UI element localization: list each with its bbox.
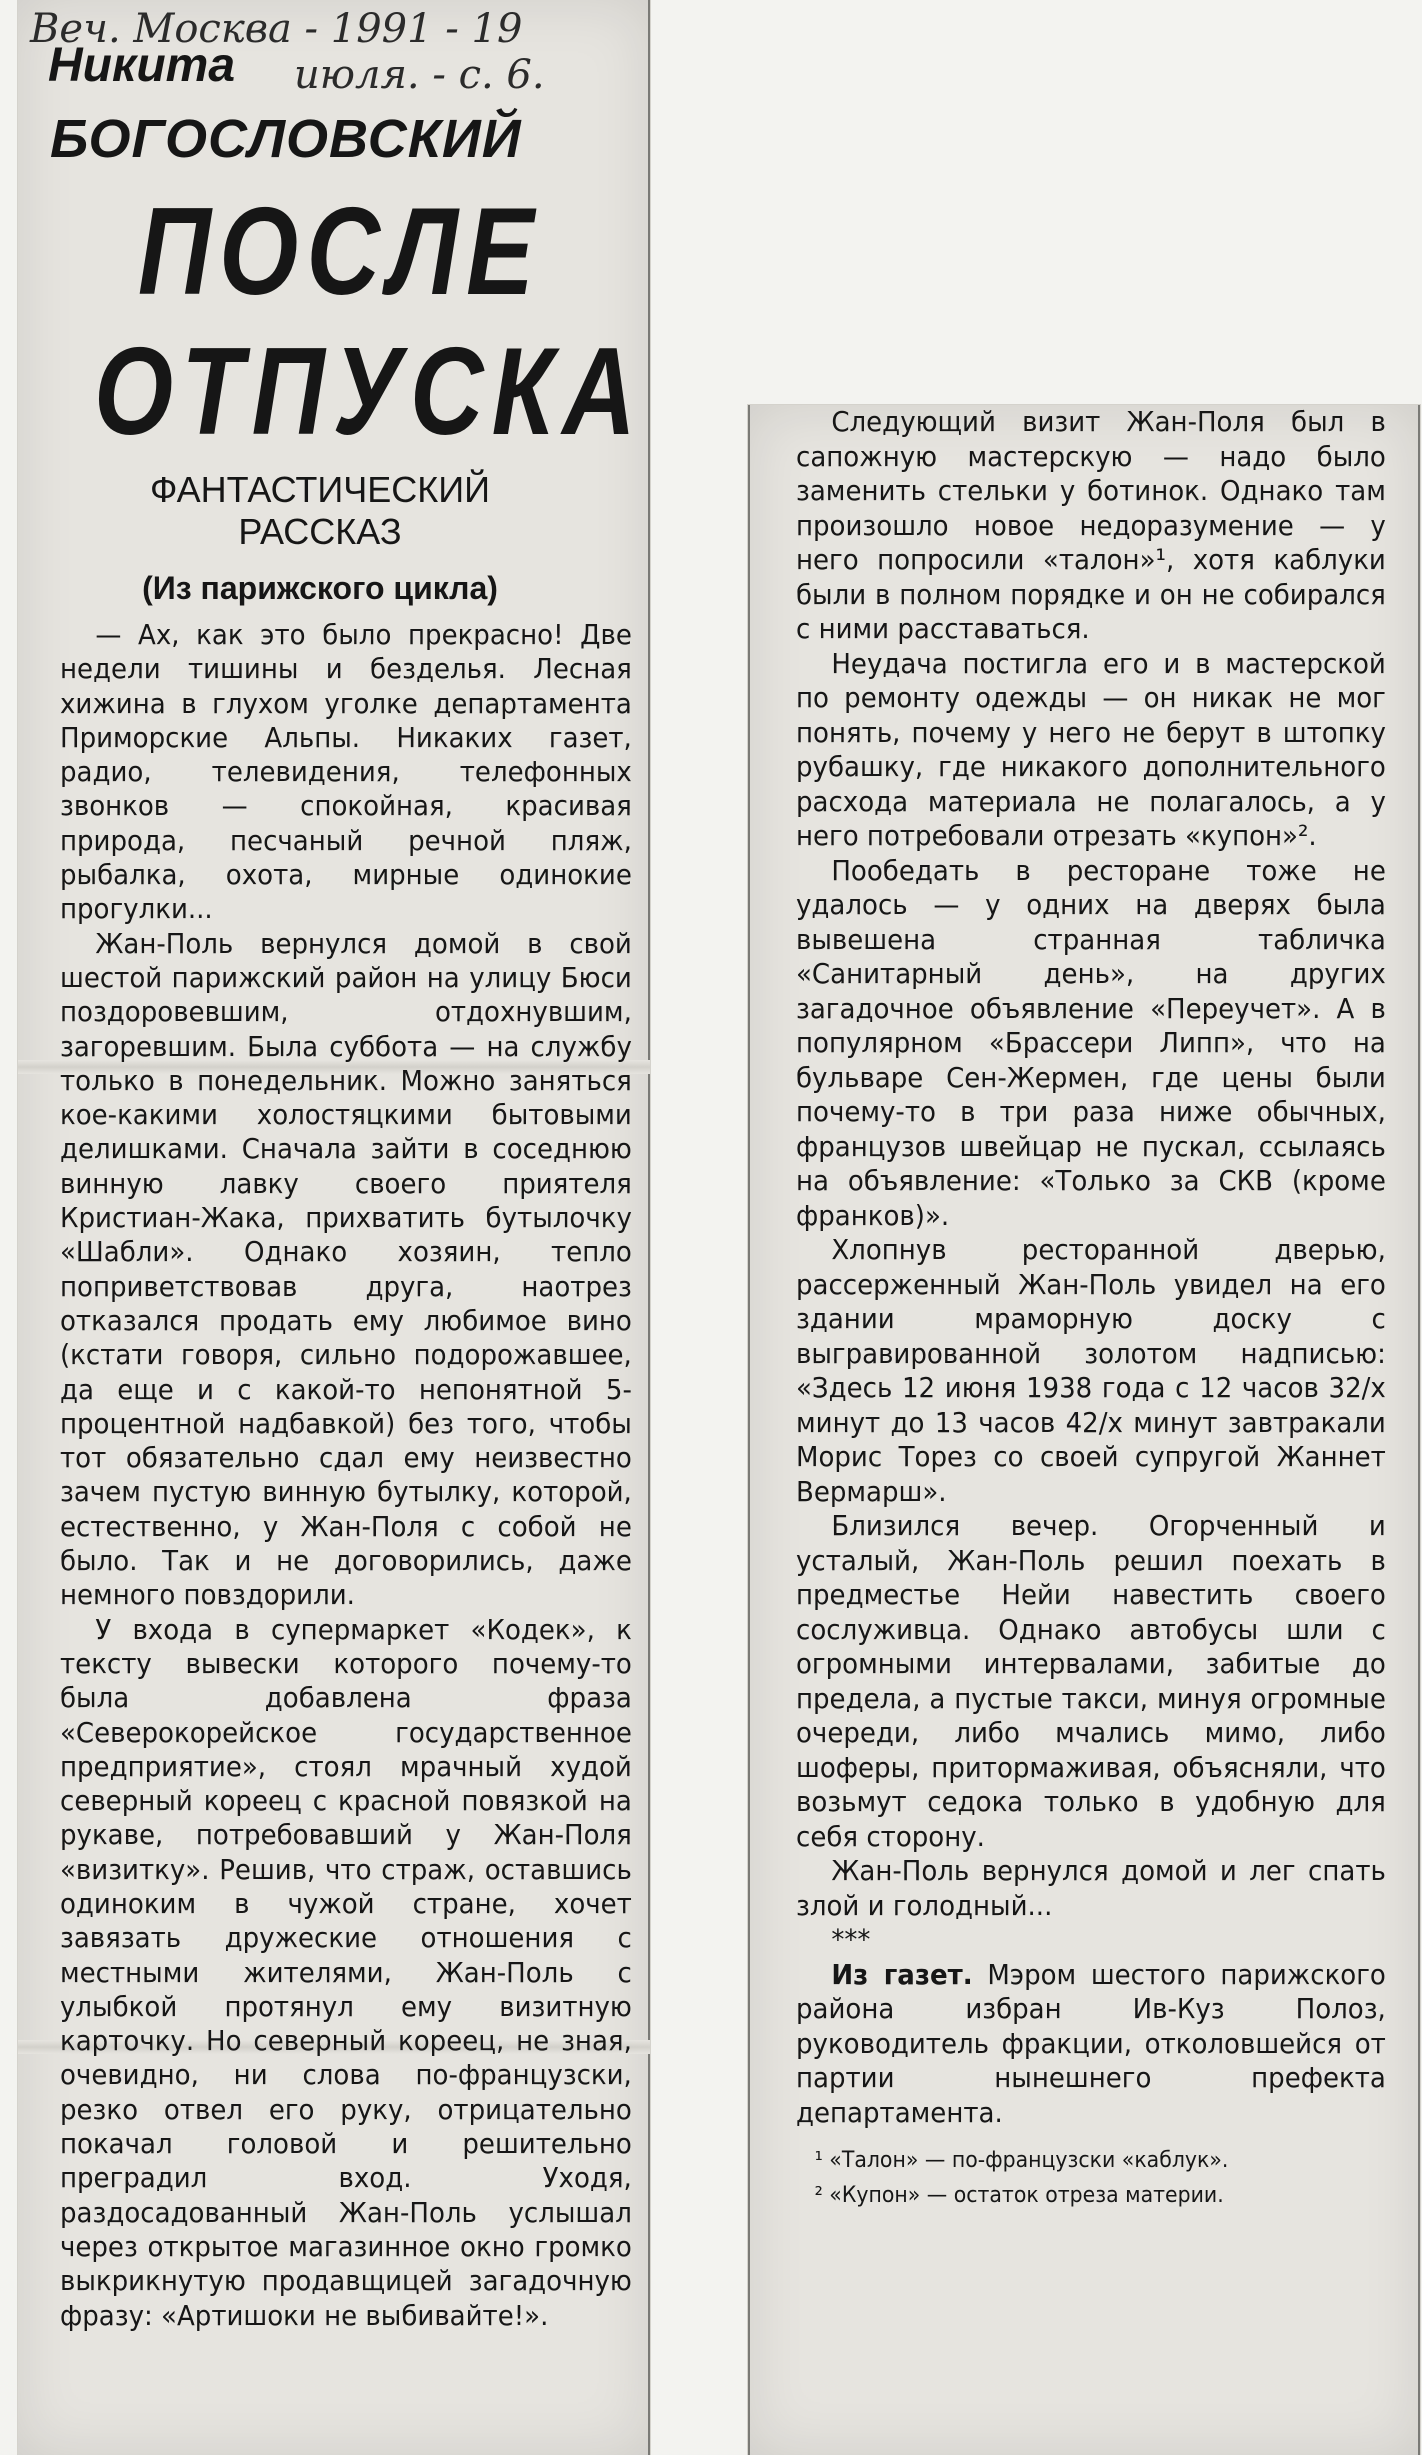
paragraph: Хлопнув ресторанной дверью, рассерженный Жан-Поль увидел на его здании мраморную доску с выгравированной золотом надписью: «Здесь 12 июня 1938 года с 12 часов 32/х минут до 13 часов 42/х минут завтракали Морис Торез со своей супругой Жаннет Вермарш». xyxy=(796,1233,1386,1508)
paragraph: Пообедать в ресторане тоже не удалось — у одних на дверях была вывешена странная табличка «Санитарный день», на других загадочное объявление «Переучет». А в популярном «Брассери Липп», что на бульваре Сен-Жермен, где цены были почему-то в три раза ниже обычных, французов швейцар не пускал, ссылаясь на объявление: «Только за СКВ (кроме франков)». xyxy=(796,853,1386,1232)
news-lead: Из газет. xyxy=(831,1957,973,1991)
footnotes xyxy=(796,2144,1386,2213)
handwritten-note: Веч. Москва - 1991 - 19 xyxy=(30,6,523,52)
paragraph: — Ах, как это было прекрасно! Две недели тишины и безделья. Лесная хижина в глухом уголке департамента Приморские Альпы. Никаких газет, радио, телевидения, телефонных звонков — спокойная, красивая природа, песчаный речной пляж, рыбалка, охота, мирные одинокие прогулки... xyxy=(60,618,632,926)
news-text: Мэром шестого парижского района избран Ив-Куз Полоз, руководитель фракции, отколовшейся от партии нынешнего префекта департамента. xyxy=(796,1957,1386,2129)
author-first-name: Никита xyxy=(48,39,236,92)
news-note xyxy=(796,1958,1386,2131)
footnote: ¹ «Талон» — по-французски «каблук». xyxy=(814,2148,1229,2173)
news-paragraph xyxy=(796,1958,1386,2131)
footnote: ² «Купон» — остаток отреза материи. xyxy=(814,2182,1224,2208)
author-last-name: БОГОСЛОВСКИЙ xyxy=(50,109,522,169)
right-text-column xyxy=(796,405,1386,2213)
column-rule xyxy=(1418,405,1420,2455)
genre-label-line1: ФАНТАСТИЧЕСКИЙ xyxy=(150,469,490,510)
story-title-line2: ОТПУСКА xyxy=(94,323,644,461)
column-rule xyxy=(648,0,650,2455)
cycle-label: (Из парижского цикла) xyxy=(142,570,498,606)
paragraph: У входа в супермаркет «Кодек», к тексту вывески которого почему-то была добавлена фраза «Северокорейское государственное предприятие», стоял мрачный худой северный кореец с красной повязкой на рукаве, потребовавший у Жан-Поля «визитку». Решив, что страж, оставшись одиноким в чужой стране, хочет завязать дружеские отношения с местными жителями, Жан-Поль с улыбкой протянул ему визитную карточку. Но северный кореец, не зная, очевидно, ни слова по-французски, резко отвел его руку, отрицательно покачал головой и решительно преградил вход. Уходя, раздосадованный Жан-Поль услышал через открытое магазинное окно громко выкрикнутую продавщицей загадочную фразу: «Артишоки не выбивайте!». xyxy=(60,1612,632,2332)
paragraph: Жан-Поль вернулся домой и лег спать злой и голодный... xyxy=(796,1854,1386,1922)
paragraph: Неудача постигла его и в мастерской по ремонту одежды — он никак не мог понять, почему у него не берут в штопку рубашку, где никакого дополнительного расхода материала не полагалось, а у него потребовали отрезать «купон»². xyxy=(796,646,1386,852)
paragraph: Жан-Поль вернулся домой в свой шестой парижский район на улицу Бюси поздоровевшим, отдохнувшим, загоревшим. Была суббота — на службу только в понедельник. Можно заняться кое-какими холостяцкими бытовыми делишками. Сначала зайти в соседнюю винную лавку своего приятеля Кристиан-Жака, прихватить бутылочку «Шабли». Однако хозяин, тепло поприветствовав друга, наотрез отказался продать ему любимое вино (кстати говоря, сильно подорожавшее, да еще и с какой-то непонятной 5-процентной надбавкой) без того, чтобы тот обязательно сдал ему неизвестно зачем пустую винную бутылку, которой, естественно, у Жан-Поля с собой не было. Так и не договорились, даже немного повздорили. xyxy=(60,926,632,1612)
genre-label-line2: РАССКАЗ xyxy=(238,511,402,552)
story-title-line1: ПОСЛЕ xyxy=(137,183,543,321)
paragraph: Близился вечер. Огорченный и усталый, Жан-Поль решил поехать в предместье Нейи навестить своего сослуживца. Однако автобусы шли с огромными интервалами, забитые до предела, а пустые такси, минуя огромные очереди, либо мчались мимо, либо шоферы, притормаживая, объясняли, что возьмут седока только в удобную для себя сторону. xyxy=(796,1509,1386,1853)
column-rule xyxy=(748,405,750,2455)
handwritten-note-2: июля. - с. 6. xyxy=(294,52,545,98)
section-separator: *** xyxy=(831,1923,871,1956)
paragraph: Следующий визит Жан-Поля был в сапожную мастерскую — надо было заменить стельки у ботинок. Однако там произошло новое недоразумение — у него попросили «талон»¹, хотя каблуки были в полном порядке и он не собирался с ними расставаться. xyxy=(796,405,1386,645)
left-text-column xyxy=(60,618,632,2333)
